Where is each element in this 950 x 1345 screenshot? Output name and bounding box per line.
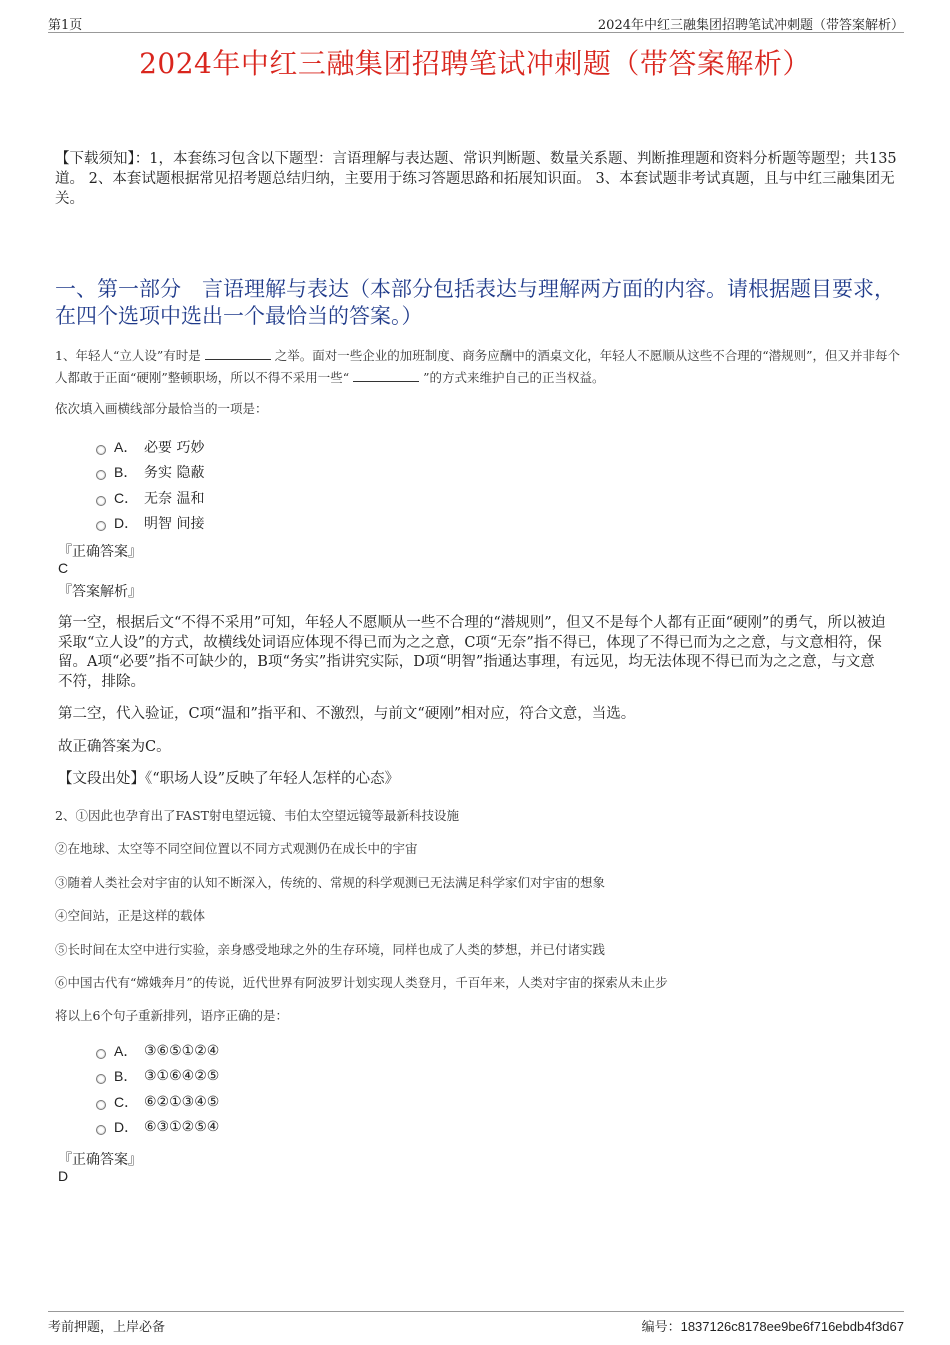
q2-options (96, 1038, 219, 1140)
radio-icon[interactable] (96, 521, 106, 531)
q1-text-part-c: ”的方式来维护自己的正当权益。 (423, 370, 605, 385)
option-text: 明智 间接 (144, 516, 205, 533)
option-letter: A． (114, 438, 138, 455)
q1-analysis-label: 『答案解析』 (58, 584, 142, 600)
q1-text-part-b: 之举。面对一些企业的加班制度、商务应酬中的酒桌文化，年轻人不愿顺从这些不合理的“潜规则”，但又并非每个人都敢于正面“硬刚”整顿职场，所以不得不采用一些“ (55, 348, 900, 385)
q2-option-b[interactable] (96, 1064, 219, 1090)
download-notice: 【下载须知】：1，本套练习包含以下题型：言语理解与表达题、常识判断题、数量关系题、判断推理题和资料分析题等题型；共135道。 2、本套试题根据常见招考题总结归纳，主要用于练习答题思路和拓展知识面。 3、本套试题非考试真题，且与中红三融集团无关。 (55, 151, 897, 207)
radio-icon[interactable] (96, 445, 106, 455)
option-letter: A． (114, 1042, 138, 1059)
q2-sentence-1: 2、①因此也孕育出了FAST射电望远镜、韦伯太空望远镜等最新科技设施 (55, 808, 459, 823)
q1-option-c[interactable] (96, 485, 204, 511)
header-doc-title: 2024年中红三融集团招聘笔试冲刺题（带答案解析） (597, 18, 904, 33)
q2-sentence-3: ③随着人类社会对宇宙的认知不断深入，传统的、常规的科学观测已无法满足科学家们对宇宙的想象 (55, 875, 606, 890)
q1-analysis-paragraph-1: 第一空，根据后文“不得不采用”可知，年轻人不愿顺从一些不合理的“潜规则”，但又不是每个人都有正面“硬刚”的勇气，所以被迫采取“立人设”的方式，故横线处词语应体现不得已而为之之意，C项“无奈”指不得已，体现了不得已而为之之意，与文意相符，保留。A项“必要”指不可缺少的，B项“务实”指讲究实际，D项“明智”指通达事理，有远见，均无法体现不得已而为之之意，与文意不符，排除。 (58, 615, 886, 690)
option-text: 必要 巧妙 (144, 439, 205, 456)
q2-answer: D (58, 1168, 69, 1184)
option-letter: B． (114, 464, 138, 481)
q1-analysis-paragraph-2: 第二空，代入验证，C项“温和”指平和、不激烈，与前文“硬刚”相对应，符合文意，当选。 (58, 706, 636, 722)
document-title: 2024年中红三融集团招聘笔试冲刺题（带答案解析） (139, 47, 811, 80)
radio-icon[interactable] (96, 1125, 106, 1135)
q1-answer: C (58, 560, 69, 576)
q1-blank-2 (353, 369, 419, 382)
option-text: ⑥②①③④⑤ (144, 1093, 220, 1110)
q1-option-b[interactable] (96, 460, 204, 486)
option-letter: C． (114, 489, 139, 506)
q1-options (96, 434, 204, 536)
q2-prompt: 将以上6个句子重新排列，语序正确的是： (55, 1008, 288, 1023)
q1-analysis-paragraph-3: 故正确答案为C。 (58, 739, 171, 755)
footer-code-value: 1837126c8178ee9be6f716ebdb4f3d67 (680, 1319, 904, 1334)
option-text: 务实 隐蔽 (144, 465, 205, 482)
page-header (48, 12, 904, 33)
footer-code-label: 编号： (641, 1320, 681, 1335)
q2-sentence-2: ②在地球、太空等不同空间位置以不同方式观测仍在成长中的宇宙 (55, 841, 418, 856)
option-letter: D． (114, 515, 139, 532)
option-letter: B． (114, 1068, 138, 1085)
q1-option-a[interactable] (96, 434, 204, 460)
section-title: 一、第一部分 言语理解与表达（本部分包括表达与理解两方面的内容。请根据题目要求，在四个选项中选出一个最恰当的答案。） (55, 277, 895, 328)
footer-code (642, 1316, 904, 1335)
q1-option-d[interactable] (96, 511, 204, 537)
radio-icon[interactable] (96, 1074, 106, 1084)
radio-icon[interactable] (96, 1100, 106, 1110)
page-footer (48, 1311, 904, 1334)
option-text: ③①⑥④②⑤ (144, 1068, 220, 1085)
q1-source: 【文段出处】《“职场人设”反映了年轻人怎样的心态》 (58, 771, 400, 787)
q2-option-c[interactable] (96, 1089, 219, 1115)
option-text: ③⑥⑤①②④ (144, 1042, 220, 1059)
q1-prompt: 依次填入画横线部分最恰当的一项是： (55, 401, 268, 416)
q2-sentence-4: ④空间站，正是这样的载体 (55, 908, 206, 923)
q1-blank-1 (205, 347, 271, 360)
q2-answer-label: 『正确答案』 (58, 1152, 142, 1168)
radio-icon[interactable] (96, 470, 106, 480)
q1-answer-label: 『正确答案』 (58, 544, 142, 560)
option-text: ⑥③①②⑤④ (144, 1119, 220, 1136)
page-number: 第1页 (48, 18, 83, 33)
option-text: 无奈 温和 (144, 490, 205, 507)
radio-icon[interactable] (96, 1049, 106, 1059)
option-letter: D． (114, 1119, 139, 1136)
question-1-text (55, 345, 905, 389)
radio-icon[interactable] (96, 496, 106, 506)
footer-slogan: 考前押题，上岸必备 (48, 1320, 166, 1335)
q2-option-d[interactable] (96, 1115, 219, 1141)
q2-sentence-5: ⑤长时间在太空中进行实验，亲身感受地球之外的生存环境，同样也成了人类的梦想，并已付诸实践 (55, 942, 606, 957)
q1-text-part-a: 1、年轻人“立人设”有时是 (55, 348, 201, 363)
option-letter: C． (114, 1093, 139, 1110)
q2-option-a[interactable] (96, 1038, 219, 1064)
q2-sentence-6: ⑥中国古代有“嫦娥奔月”的传说，近代世界有阿波罗计划实现人类登月，千百年来，人类对宇宙的探索从未止步 (55, 975, 668, 990)
